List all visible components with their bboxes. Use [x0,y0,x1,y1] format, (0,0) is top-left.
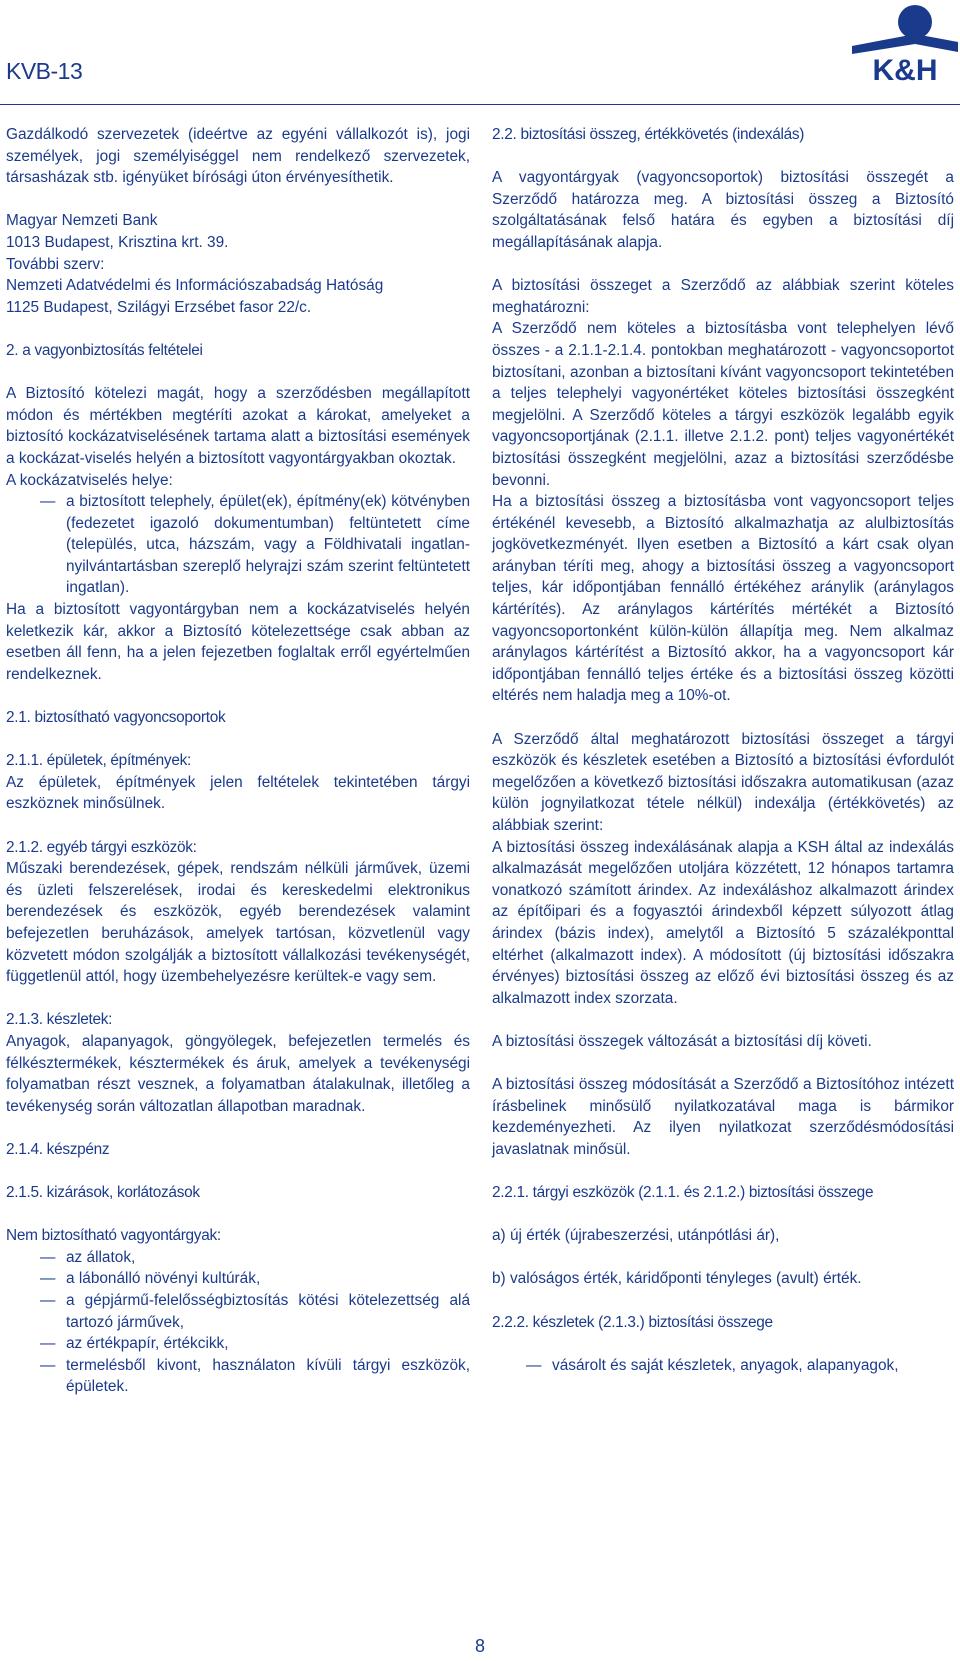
paragraph: A kockázatviselés helye: [6,471,173,489]
paragraph: b) valóságos érték, káridőponti tényleges (avult) érték. [492,1270,862,1288]
paragraph: A Biztosító kötelezi magát, hogy a szerződésben megállapított módon és mértékben megtéríti azokat a károkat, amelyeket a biztosító kockázatviselésének tartama alatt a biztosítási események a kockázat-viselés helyén a biztosított vagyontárgyakban okoztak. [6,385,470,467]
paragraph: Az épületek, építmények jelen feltételek tekintetében tárgyi eszköznek minősülnek. [6,773,470,813]
list-item: — vásárolt és saját készletek, anyagok, alapanyagok, [492,1355,954,1377]
paragraph: A biztosítási összeg indexálásának alapja a KSH által az indexálás alkalmazását megelőzően utoljára közzétett, 12 hónapos tartamra vonatkozó számított árindex. Az indexáláshoz alkalmazott árindex az építőipari és a fogyasztói árindexből képzett súlyozott átlag árindex (bázis index), amelytől a Biztosító 5 százalékponttal eltérhet (alkalmazott index). A módosított (új biztosítási időszakra érvényes) biztosítási összeg az előző évi biztosítási összeg és az alkalmazott index szorzata. [492,838,954,1007]
header-rule [0,104,960,105]
subsection-heading: Nem biztosítható vagyontárgyak: [6,1227,221,1245]
document-code: KVB-13 [6,58,83,84]
paragraph: A vagyontárgyak (vagyoncsoportok) biztosítási összegét a Szerződő határozza meg. A biztosítási összeg a Biztosító szolgáltatásának felső határa és egyben a biztosítási díj megállapításának alapja. [492,169,954,251]
list-item: — az értékpapír, értékcikk, [6,1333,470,1355]
paragraph: A biztosítási összegek változását a biztosítási díj követi. [492,1032,872,1050]
list-item: — termelésből kivont, használaton kívüli tárgyi eszközök, épületek. [6,1355,470,1398]
section-heading: 2.2. biztosítási összeg, értékkövetés (indexálás) [492,126,805,143]
authority-line: További szerv: [6,255,105,273]
page-header [0,0,960,100]
intro-paragraph: Gazdálkodó szervezetek (ideértve az egyéni vállalkozót is), jogi személyek, jogi személyiséggel nem rendelkező szervezetek, társasházak stb. igényüket bírósági úton érvényesíthetik. [6,126,470,187]
kh-logo-icon [852,2,958,84]
list-item: — az állatok, [6,1247,470,1269]
paragraph: Ha a biztosítási összeg a biztosításba vont vagyoncsoport teljes értékénél kevesebb, a Biztosító alkalmazhatja az alulbiztosítás jogkövetkezményét. Ilyen esetben a Biztosító a kárt csak olyan arányban téríti meg, ahogy a biztosítási összeg a vagyoncsoport teljes, kár időpontjában fennálló értékéhez aránylik (aránylagos kártérítés). Az aránylagos kártérítés mértékét a Biztosító vagyoncsoportonként külön-külön állapítja meg. Nem alkalmaz aránylagos kártérítést a Biztosító akkor, ha a vagyoncsoport kár időpontjában fennálló teljes értéke és a biztosítási összeg közötti eltérés nem haladja meg a 10%-ot. [492,493,954,705]
paragraph: A biztosítási összeget a Szerződő az alábbiak szerint köteles meghatározni: [492,277,954,316]
subsection-heading: 2.2.2. készletek (2.1.3.) biztosítási összege [492,1313,773,1331]
paragraph: Ha a biztosított vagyontárgyban nem a kockázatviselés helyén keletkezik kár, akkor a Biztosító kötelezettsége csak abban az esetben áll fenn, ha a jelen fejezetben foglaltak erről egyértelműen rendelkeznek. [6,601,470,683]
authority-line: 1125 Budapest, Szilágyi Erzsébet fasor 22/c. [6,298,312,316]
list-item: — a biztosított telephely, épület(ek), építmény(ek) kötvényben (fedezetet igazoló dokumentumban) feltüntetett címe (település, utca, házszám, vagy a Földhivatali ingatlan-nyilvántartásban szereplő helyrajzi szám szerint feltüntetett ingatlan). [6,491,470,599]
left-column [6,124,470,1398]
authority-line: Magyar Nemzeti Bank [6,212,158,230]
paragraph: a) új érték (újrabeszerzési, utánpótlási ár), [492,1227,780,1245]
authority-line: Nemzeti Adatvédelmi és Információszabadság Hatóság [6,277,384,295]
subsection-heading: 2.1.2. egyéb tárgyi eszközök: [6,838,197,856]
paragraph: A Szerződő nem köteles a biztosításba vont telephelyen lévő összes - a 2.1.1-2.1.4. pontokban meghatározott - vagyoncsoportot biztosítani, azonban a biztosítani kívánt vagyoncsoport tekintetében a teljes telephelyi vagyonértéket köteles biztosítási összegként megjelölni. A Szerződő köteles a tárgyi eszközök legalább egyik vagyoncsoportjának (2.1.1. illetve 2.1.2. pont) teljes vagyonértékét biztosítási összegként megjelölni, azaz a biztosítási szerződésbe bevonni. [492,320,954,489]
subsection-heading: 2.1.3. készletek: [6,1011,113,1029]
subsection-heading: 2.1.4. készpénz [6,1140,110,1158]
page-number: 8 [474,1636,485,1656]
section-heading: 2.1. biztosítható vagyoncsoportok [6,709,226,727]
paragraph: A Szerződő által meghatározott biztosítási összeget a tárgyi eszközök és készletek esetében a Biztosító a biztosítási évfordulót megelőzően a következő biztosítási időszakra automatikusan (azaz külön jognyilatkozat tétele nélkül) indexálja (értékkövetés) az alábbiak szerint: [492,730,954,834]
section-heading: 2. a vagyonbiztosítás feltételei [6,341,203,359]
location-list [6,491,470,599]
subsection-heading: 2.2.1. tárgyi eszközök (2.1.1. és 2.1.2.) biztosítási összege [492,1184,874,1202]
authority-line: 1013 Budapest, Krisztina krt. 39. [6,233,229,251]
svg-text:K&H: K&H [872,54,938,84]
excluded-items-list [6,1247,470,1398]
paragraph: Anyagok, alapanyagok, göngyölegek, befejezetlen termelés és félkésztermékek, késztermékek és áruk, amelyek a tevékenységi folyamatban részt vesznek, a folyamatban átalakulnak, illetőleg a tevékenység során változatlan állapotban maradnak. [6,1032,470,1115]
subsection-heading: 2.1.1. épületek, építmények: [6,752,191,770]
paragraph: Műszaki berendezések, gépek, rendszám nélküli járművek, üzemi és üzleti felszerelések, irodai és kereskedelmi elektronikus berendezések és eszközök, egyéb berendezések valamint befejezetlen beruházások, amelyek tartósan, közvetlenül vagy közvetett módon szolgálják a biztosított vállalkozási tevékenységét, függetlenül attól, hogy üzembehelyezésre kerültek-e vagy sem. [6,860,470,986]
stock-list [492,1355,954,1377]
right-column [492,124,954,1376]
list-item: — a gépjármű-felelősségbiztosítás kötési kötelezettség alá tartozó járművek, [6,1290,470,1333]
paragraph: A biztosítási összeg módosítását a Szerződő a Biztosítóhoz intézett írásbelinek minősülő nyilatkozatával maga is bármikor kezdeményezheti. Az ilyen nyilatkozat szerződésmódosítási javaslatnak minősül. [492,1076,954,1158]
list-item: — a lábonálló növényi kultúrák, [6,1268,470,1290]
subsection-heading: 2.1.5. kizárások, korlátozások [6,1184,200,1202]
